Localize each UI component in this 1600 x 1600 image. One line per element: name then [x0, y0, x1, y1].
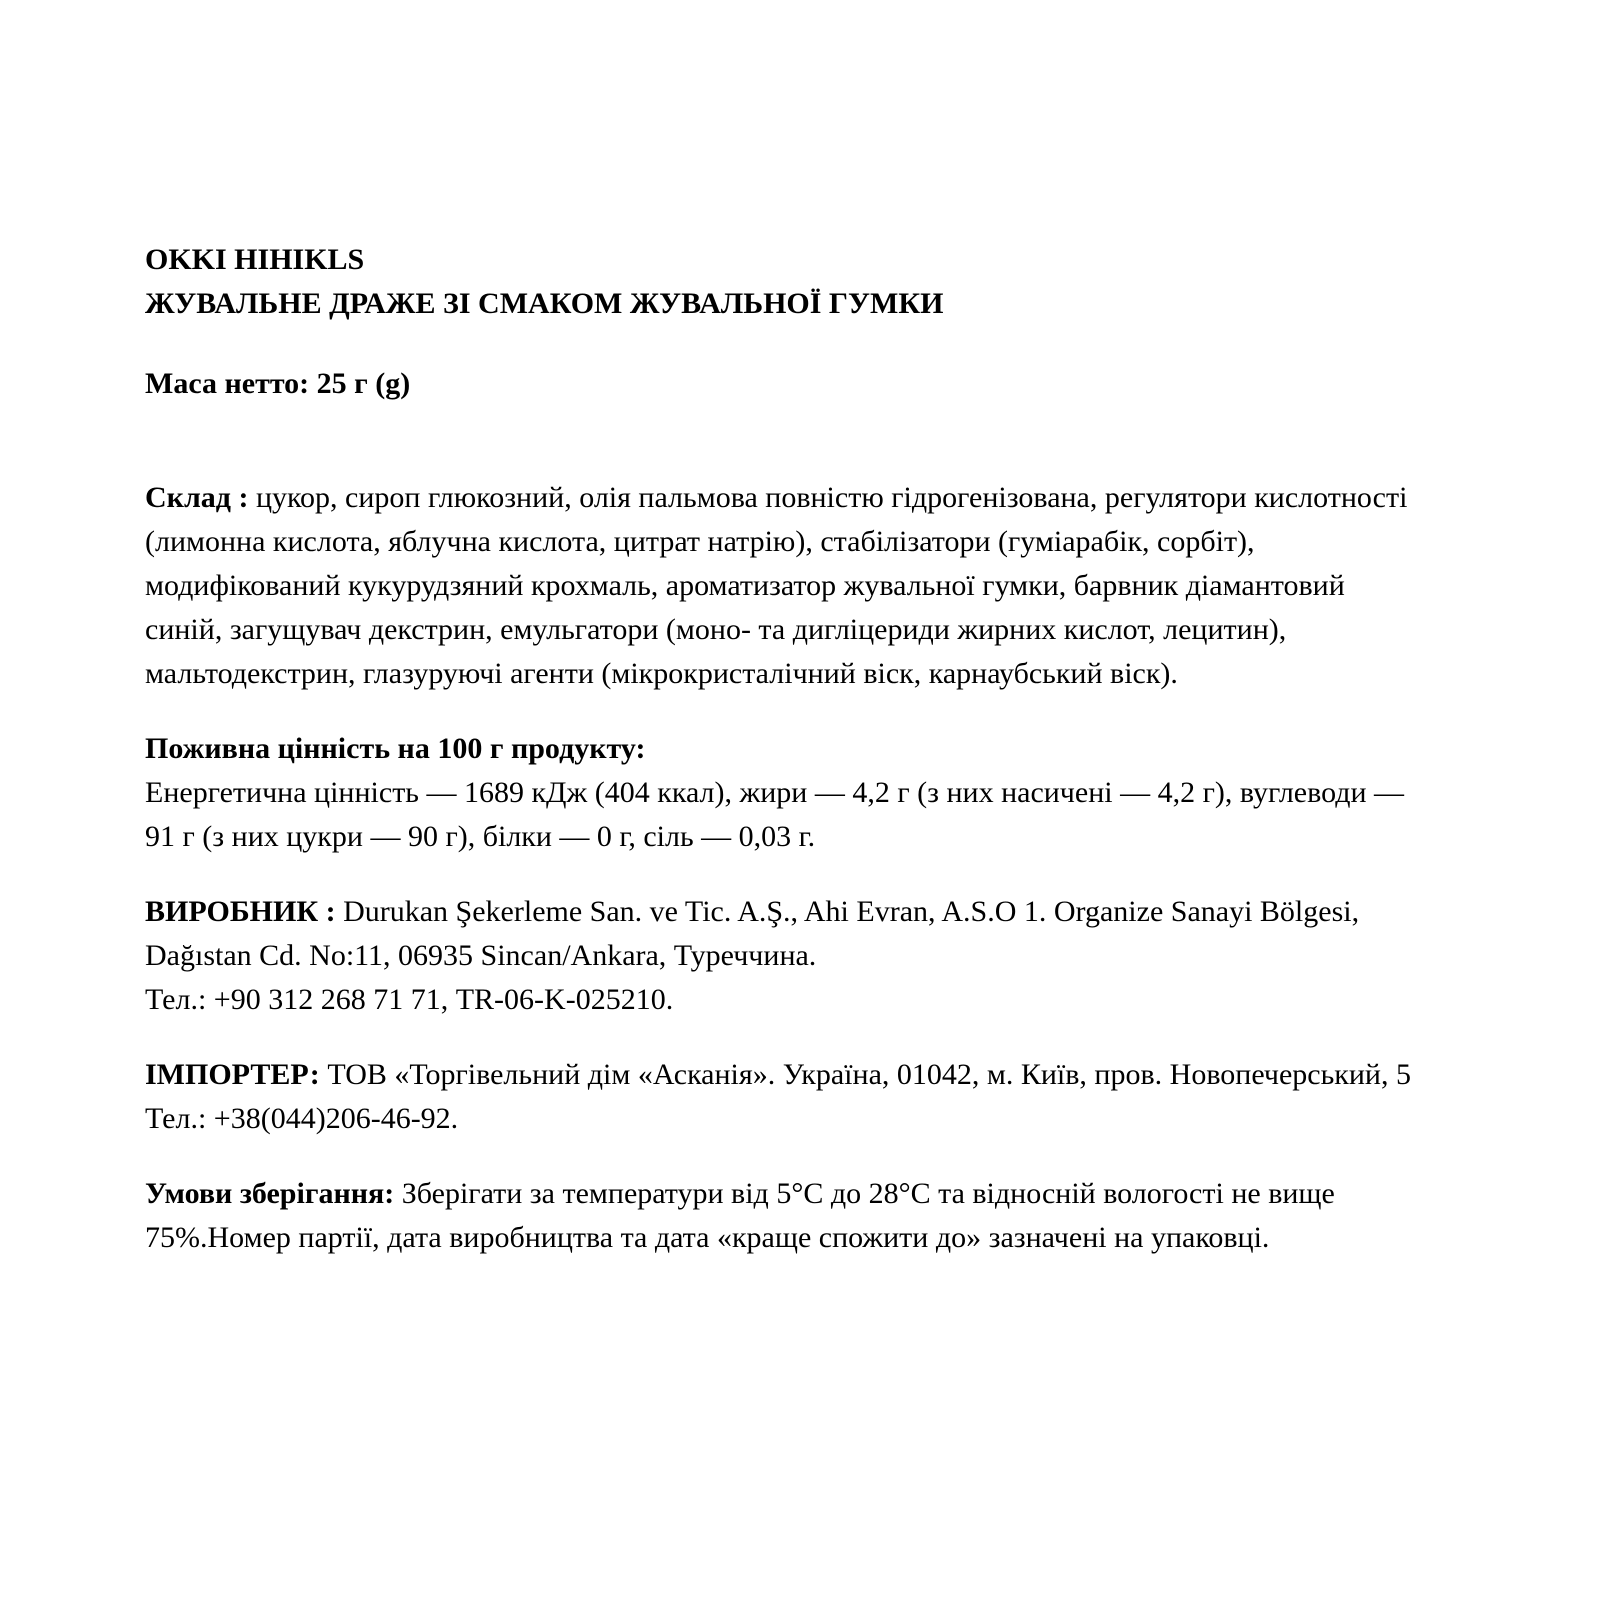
composition-label: Склад : — [145, 481, 249, 514]
importer-label: ІМПОРТЕР: — [145, 1058, 320, 1091]
net-weight: Маса нетто: 25 г (g) — [145, 367, 411, 400]
importer-text: ТОВ «Торгівельний дім «Асканія». Україна, 01042, м. Київ, пров. Новопечерський, 5 Тел.: +38(044)206-46-92. — [145, 1058, 1411, 1135]
manufacturer-text: Durukan Şekerleme San. ve Tic. A.Ş., Ahi Evran, A.S.O 1. Organize Sanayi Bölgesi, Dağıstan Cd. No:11, 06935 Sincan/Ankara, Туреччина. — [145, 895, 1360, 972]
storage-text: Зберігати за температури від 5°С до 28°С та відносній вологості не вище 75%.Номер партії, дата виробництва та дата «краще спожити до» зазначені на упаковці. — [145, 1177, 1335, 1254]
manufacturer-section — [145, 890, 1420, 1022]
manufacturer-phone: Тел.: +90 312 268 71 71, TR-06-K-025210. — [145, 983, 674, 1016]
importer-paragraph — [145, 1053, 1420, 1141]
importer-section — [145, 1053, 1420, 1141]
composition-paragraph — [145, 476, 1420, 696]
brand-name: OKKI HIHIKLS — [145, 243, 365, 276]
product-name: ЖУВАЛЬНЕ ДРАЖЕ ЗІ СМАКОМ ЖУВАЛЬНОЇ ГУМКИ — [145, 287, 944, 320]
manufacturer-label: ВИРОБНИК : — [145, 895, 336, 928]
manufacturer-paragraph — [145, 890, 1420, 978]
nutrition-text: Енергетична цінність — 1689 кДж (404 ккал), жири — 4,2 г (з них насичені — 4,2 г), вуглеводи — 91 г (з них цукри — 90 г), білки — 0 г, сіль — 0,03 г. — [145, 776, 1405, 853]
storage-label: Умови зберігання: — [145, 1177, 395, 1210]
composition-text: цукор, сироп глюкозний, олія пальмова повністю гідрогенізована, регулятори кислотності (лимонна кислота, яблучна кислота, цитрат натрію), стабілізатори (гуміарабік, сорбіт), модифікований кукурудзяний крохмаль, ароматизатор жувальної гумки, барвник діамантовий синій, загущувач декстрин, емульгатори (моно- та дигліцериди жирних кислот, лецитин), мальтодекстрин, глазуруючі агенти (мікрокристалічний віск, карнаубський віск). — [145, 481, 1408, 690]
storage-paragraph — [145, 1172, 1420, 1260]
storage-section — [145, 1172, 1420, 1260]
nutrition-section — [145, 727, 1420, 859]
nutrition-heading: Поживна цінність на 100 г продукту: — [145, 732, 646, 765]
label-text-block — [145, 238, 1420, 1260]
